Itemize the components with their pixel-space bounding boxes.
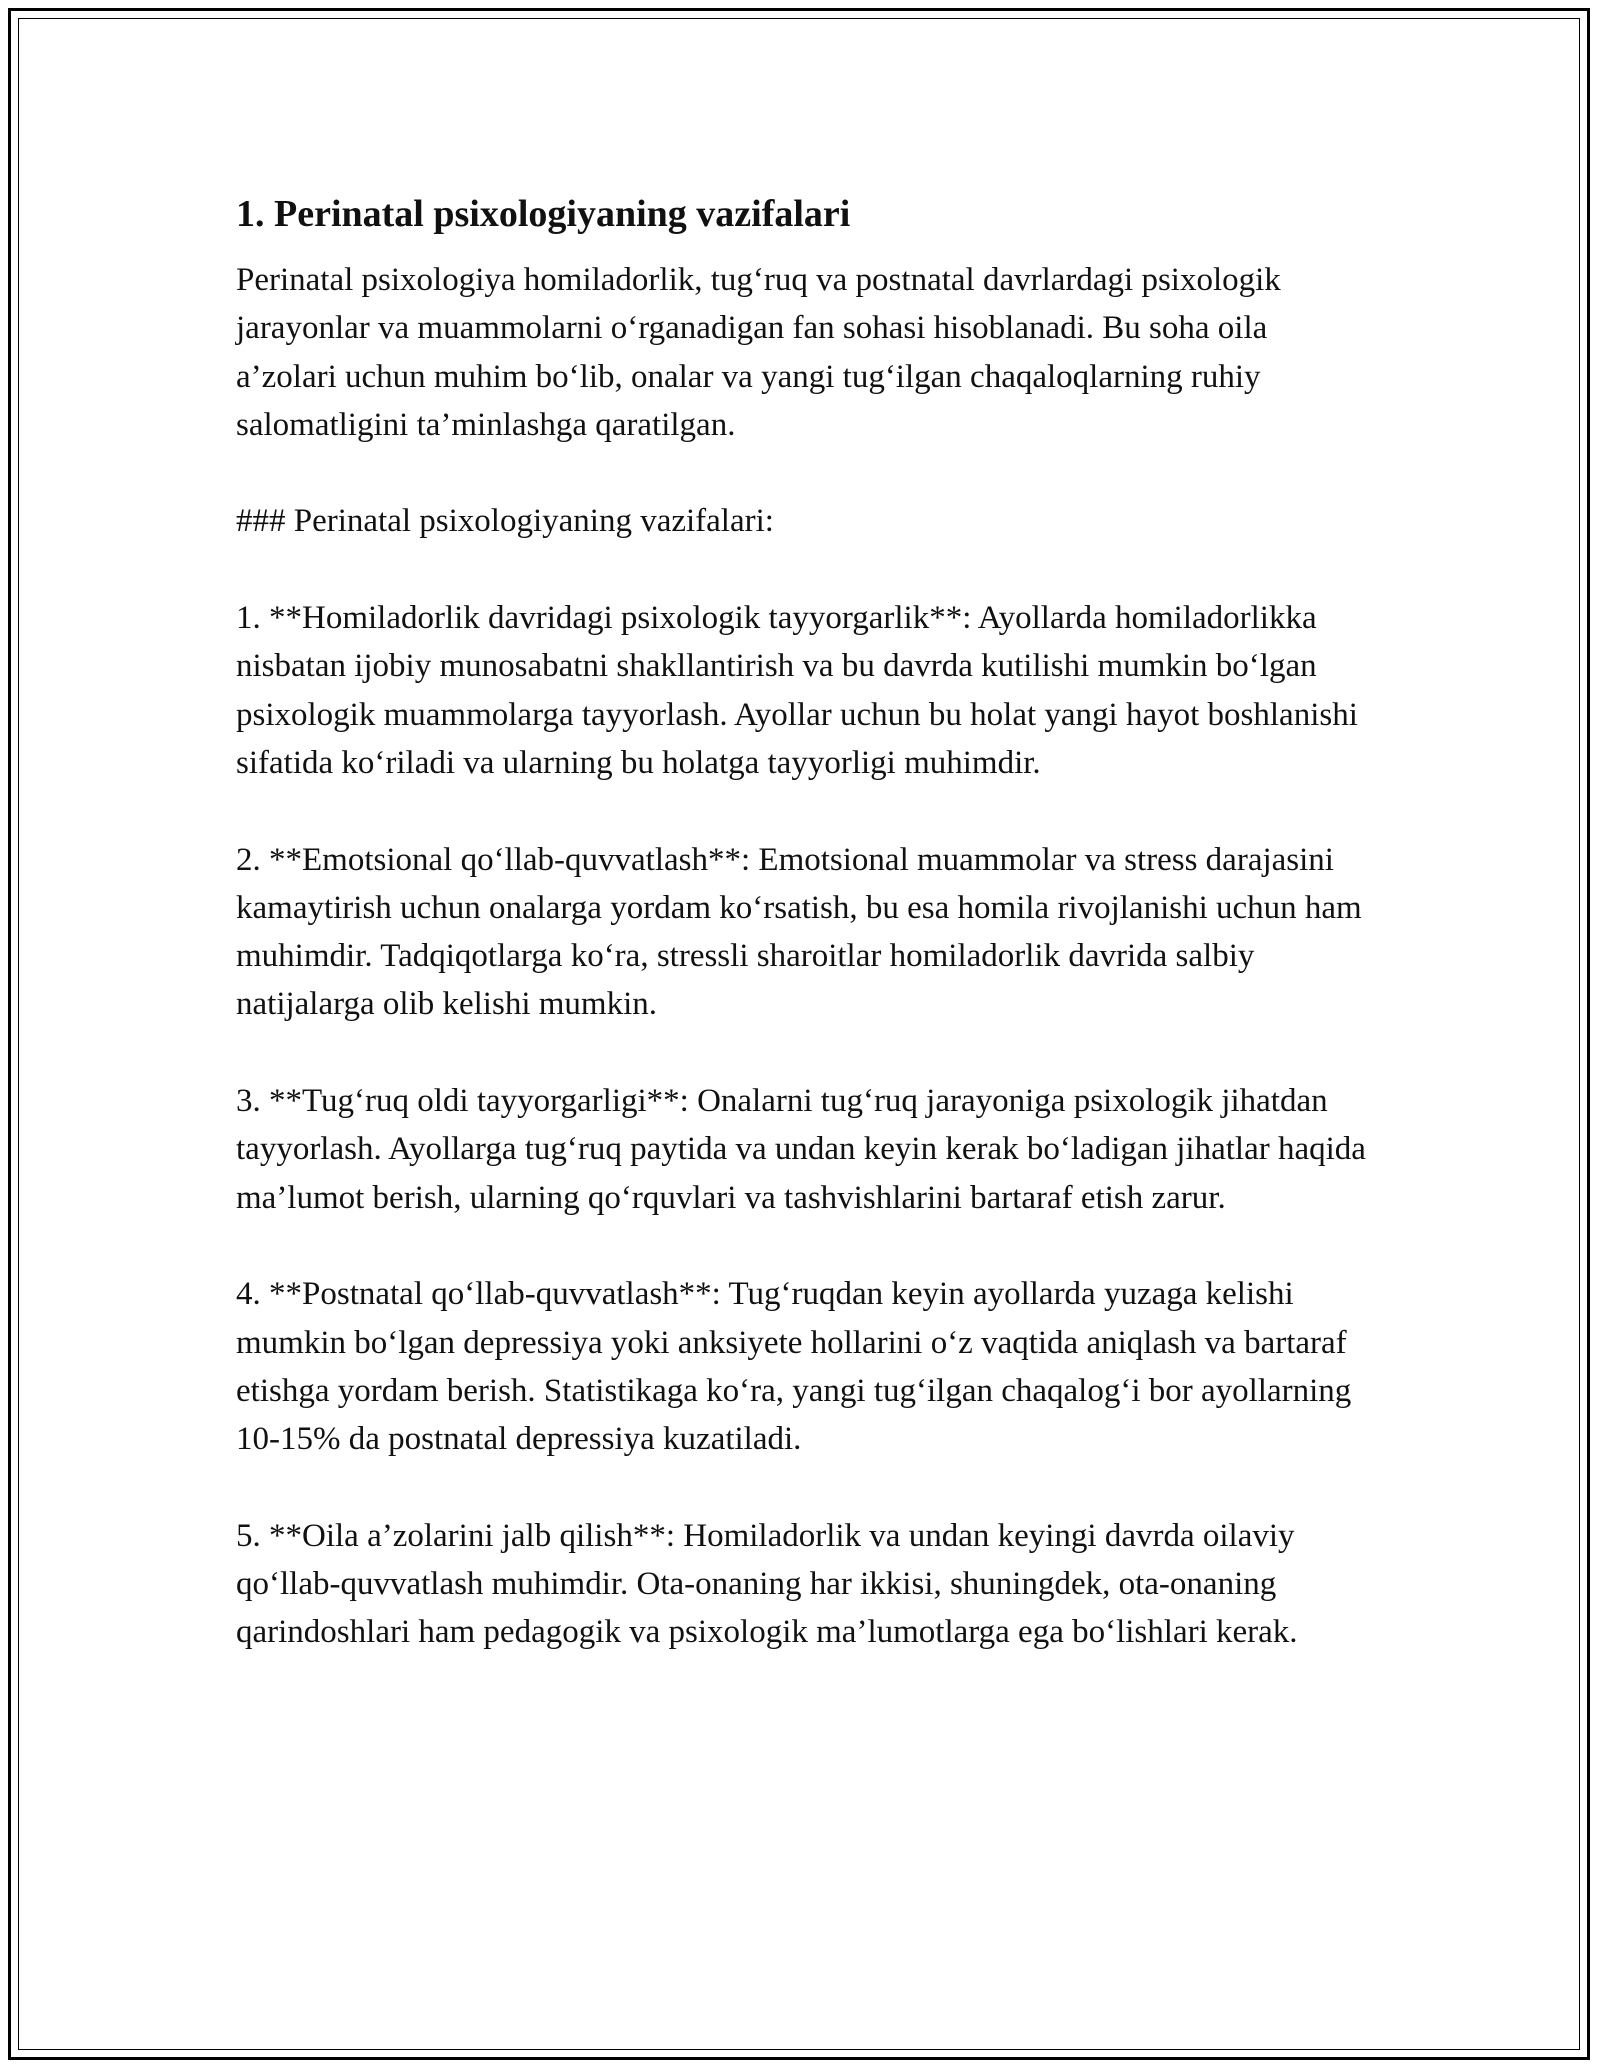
list-item-4: 4. **Postnatal qo‘llab-quvvatlash**: Tug‘ruqdan keyin ayollarda yuzaga kelishi mumkin bo‘lgan depressiya yoki anksiyete hollarini o‘z vaqtida aniqlash va bartaraf etishga yordam berish. Statistikaga ko‘ra, yangi tug‘ilgan chaqalog‘i bor ayollarning 10-15% da postnatal depressiya kuzatiladi. [236,1276,1352,1458]
list-item-1: 1. **Homiladorlik davridagi psixologik tayyorgarlik**: Ayollarda homiladorlikka nisbatan ijobiy munosabatni shakllantirish va bu davrda kutilishi mumkin bo‘lgan psixologik muammolarga tayyorlash. Ayollar uchun bu holat yangi hayot boshlanishi sifatida ko‘riladi va ularning bu holatga tayyorligi muhimdir. [236,600,1358,781]
section-heading: ### Perinatal psixologiyaning vazifalari: [236,503,774,540]
list-item-2: 2. **Emotsional qo‘llab-quvvatlash**: Emotsional muammolar va stress darajasini kamaytirish uchun onalarga yordam ko‘rsatish, bu esa homila rivojlanishi uchun ham muhimdir. Tadqiqotlarga ko‘ra, stressli sharoitlar homiladorlik davrida salbiy natijalarga olib kelishi mumkin. [236,841,1362,1023]
document-body [236,190,1366,1657]
document-title: 1. Perinatal psixologiyaning vazifalari [236,193,851,235]
list-item-5: 5. **Oila a’zolarini jalb qilish**: Homiladorlik va undan keyingi davrda oilaviy qo‘llab-quvvatlash muhimdir. Ota-onaning har ikkisi, shuningdek, ota-onaning qarindoshlari ham pedagogik va psixologik ma’lumotlarga ega bo‘lishlari kerak. [236,1517,1298,1651]
list-item-3: 3. **Tug‘ruq oldi tayyorgarligi**: Onalarni tug‘ruq jarayoniga psixologik jihatdan tayyorlash. Ayollarga tug‘ruq paytida va undan keyin kerak bo‘ladigan jihatlar haqida ma’lumot berish, ularning qo‘rquvlari va tashvishlarini bartaraf etish zarur. [236,1083,1366,1216]
intro-paragraph: Perinatal psixologiya homiladorlik, tug‘ruq va postnatal davrlardagi psixologik jarayonlar va muammolarni o‘rganadigan fan sohasi hisoblanadi. Bu soha oila a’zolari uchun muhim bo‘lib, onalar va yangi tug‘ilgan chaqaloqlarning ruhiy salomatligini ta’minlashga qaratilgan. [236,262,1281,443]
